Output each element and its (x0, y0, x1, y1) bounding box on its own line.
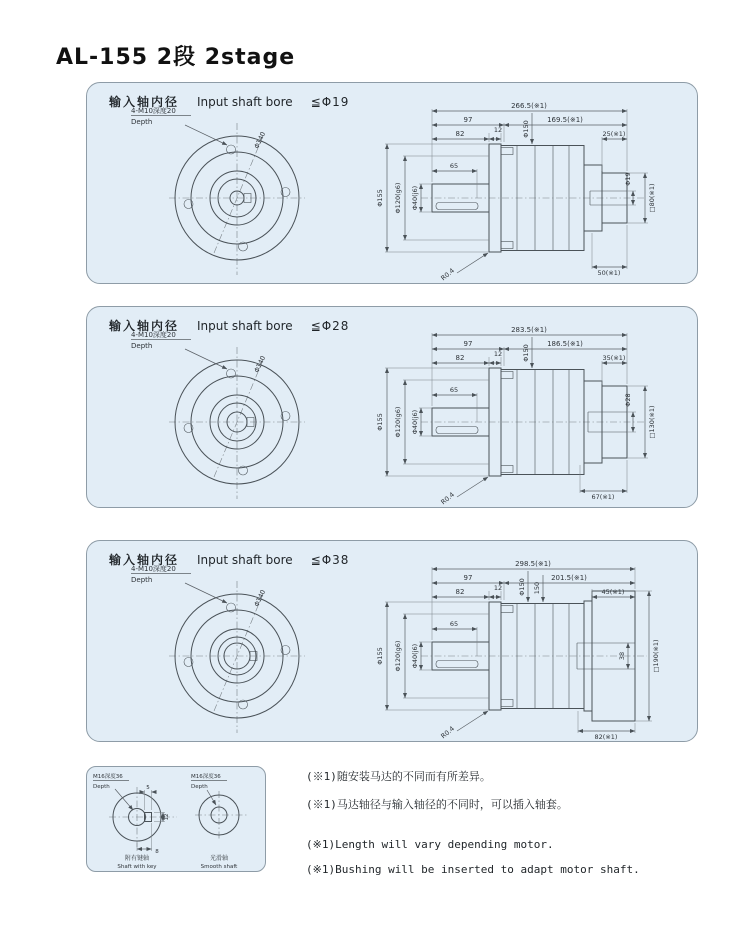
key-shaft-caption-cn: 附有键轴 (124, 855, 150, 862)
dim-fillet-radius: R0.4 (439, 490, 456, 506)
smooth-shaft-label-cn: M16深度36 (191, 774, 221, 780)
dim-input-bore-diameter: Φ19 (624, 172, 632, 186)
dim-front-length: 97 (463, 340, 473, 348)
key-dim-bottom: 8 (155, 849, 159, 855)
dim-key-length: 65 (449, 386, 459, 394)
front-bolt-label-en: Depth (131, 342, 153, 350)
front-bolt-circle-dia: Φ140 (252, 354, 268, 374)
dim-flange-diameter: Φ155 (376, 647, 384, 665)
panel-bore-38 (86, 540, 698, 742)
side-view-body (421, 591, 647, 721)
smooth-shaft-caption-cn: 光滑轴 (209, 855, 229, 862)
dim-body-width: 150 (533, 581, 541, 595)
panel-3-header-en: Input shaft bore (197, 553, 293, 567)
dim-motor-flange-square: □130(※1) (648, 405, 656, 439)
dim-key-length: 65 (449, 162, 459, 170)
front-view-flange (131, 340, 305, 500)
shaft-type-drawing (87, 767, 264, 870)
side-view-body (421, 144, 645, 252)
panel-2-drawing (87, 307, 696, 506)
dim-motor-length: 35(※1) (602, 354, 626, 362)
panel-1-header-cn: 输入轴内径 (109, 95, 180, 109)
dim-key-length: 65 (449, 620, 459, 628)
dim-body-diameter: Φ150 (518, 578, 526, 596)
dim-flange-thickness: 12 (493, 350, 503, 358)
front-bolt-circle-dia: Φ140 (252, 588, 268, 608)
dim-spigot-diameter: Φ120(g6) (394, 640, 402, 672)
shaft-type-panel (86, 766, 266, 872)
dim-motor-length: 25(※1) (602, 130, 626, 138)
panel-3-header-cn: 输入轴内径 (109, 553, 180, 567)
panel-3-header-limit: ≦Φ38 (310, 553, 350, 567)
key-shaft-caption-en: Shaft with key (117, 864, 157, 870)
dim-flange-diameter: Φ155 (376, 413, 384, 431)
dim-spigot-diameter: Φ120(g6) (394, 182, 402, 214)
dim-output-shaft-diameter: Φ40(j6) (411, 409, 419, 435)
dim-bottom-length: 82(※1) (594, 733, 618, 740)
front-view-flange (131, 116, 305, 276)
panel-2-header-en: Input shaft bore (197, 319, 293, 333)
dim-bottom-length: 50(※1) (597, 269, 621, 277)
key-dim-top: 5 (146, 785, 150, 791)
key-shaft-label-cn: M16深度36 (93, 774, 123, 780)
dim-output-shaft-diameter: Φ40(j6) (411, 185, 419, 211)
dim-bottom-length: 67(※1) (591, 493, 615, 501)
dim-overall-length: 283.5(※1) (511, 326, 547, 334)
side-view-body (421, 368, 645, 476)
panel-2-header-limit: ≦Φ28 (310, 319, 350, 333)
panel-1-header-limit: ≦Φ19 (310, 95, 350, 109)
dim-motor-flange-square: □80(※1) (648, 183, 656, 213)
panel-1-header-en: Input shaft bore (197, 95, 293, 109)
dim-fillet-radius: R0.4 (439, 266, 456, 282)
dim-overall-length: 266.5(※1) (511, 102, 547, 110)
dim-shaft-length: 82 (455, 588, 465, 596)
dim-motor-flange-square: □190(※1) (652, 639, 660, 673)
dim-spigot-diameter: Φ120(g6) (394, 406, 402, 438)
dim-overall-length: 298.5(※1) (515, 560, 551, 568)
panel-2-header-cn: 输入轴内径 (109, 319, 180, 333)
dim-front-length: 97 (463, 574, 473, 582)
dim-output-shaft-diameter: Φ40(j6) (411, 643, 419, 669)
panel-bore-19 (86, 82, 698, 284)
front-bolt-label-cn: 4-M10深度20 (131, 565, 176, 573)
dim-shaft-length: 82 (455, 130, 465, 138)
dim-body-diameter: Φ150 (522, 344, 530, 362)
panel-1-drawing (87, 83, 696, 282)
dim-rear-length: 201.5(※1) (551, 574, 587, 582)
dim-flange-thickness: 12 (493, 126, 503, 134)
note-en-2: (※1)Bushing will be inserted to adapt motor shaft. (306, 863, 640, 876)
dim-input-bore-diameter: Φ28 (624, 393, 632, 407)
dim-shaft-length: 82 (455, 354, 465, 362)
dim-fillet-radius: R0.4 (439, 724, 456, 740)
front-view-flange (131, 574, 305, 734)
dim-flange-diameter: Φ155 (376, 189, 384, 207)
smooth-shaft-label-en: Depth (191, 784, 208, 790)
dim-rear-length: 169.5(※1) (547, 116, 583, 124)
note-en-1: (※1)Length will vary depending motor. (306, 838, 554, 851)
front-bolt-label-en: Depth (131, 118, 153, 126)
dim-input-bore-diameter: 38 (618, 651, 626, 661)
note-cn-2: (※1)马达轴径与输入轴径的不同时，可以插入轴套。 (306, 798, 568, 811)
dim-rear-length: 186.5(※1) (547, 340, 583, 348)
dim-body-diameter: Φ150 (522, 120, 530, 138)
dim-motor-length: 45(※1) (601, 588, 625, 596)
key-shaft-label-en: Depth (93, 784, 110, 790)
front-bolt-label-en: Depth (131, 576, 153, 584)
page-title: AL-155 2段 2stage (56, 45, 296, 70)
front-bolt-label-cn: 4-M10深度20 (131, 107, 176, 115)
note-cn-1: (※1)随安装马达的不同而有所差异。 (306, 770, 491, 783)
panel-bore-28 (86, 306, 698, 508)
key-dim-side: 12 (164, 813, 170, 821)
dim-flange-thickness: 12 (493, 584, 503, 592)
smooth-shaft-caption-en: Smooth shaft (200, 864, 238, 870)
front-bolt-label-cn: 4-M10深度20 (131, 331, 176, 339)
panel-3-drawing (87, 541, 696, 740)
notes (306, 768, 726, 888)
front-bolt-circle-dia: Φ140 (252, 130, 268, 150)
dim-front-length: 97 (463, 116, 473, 124)
